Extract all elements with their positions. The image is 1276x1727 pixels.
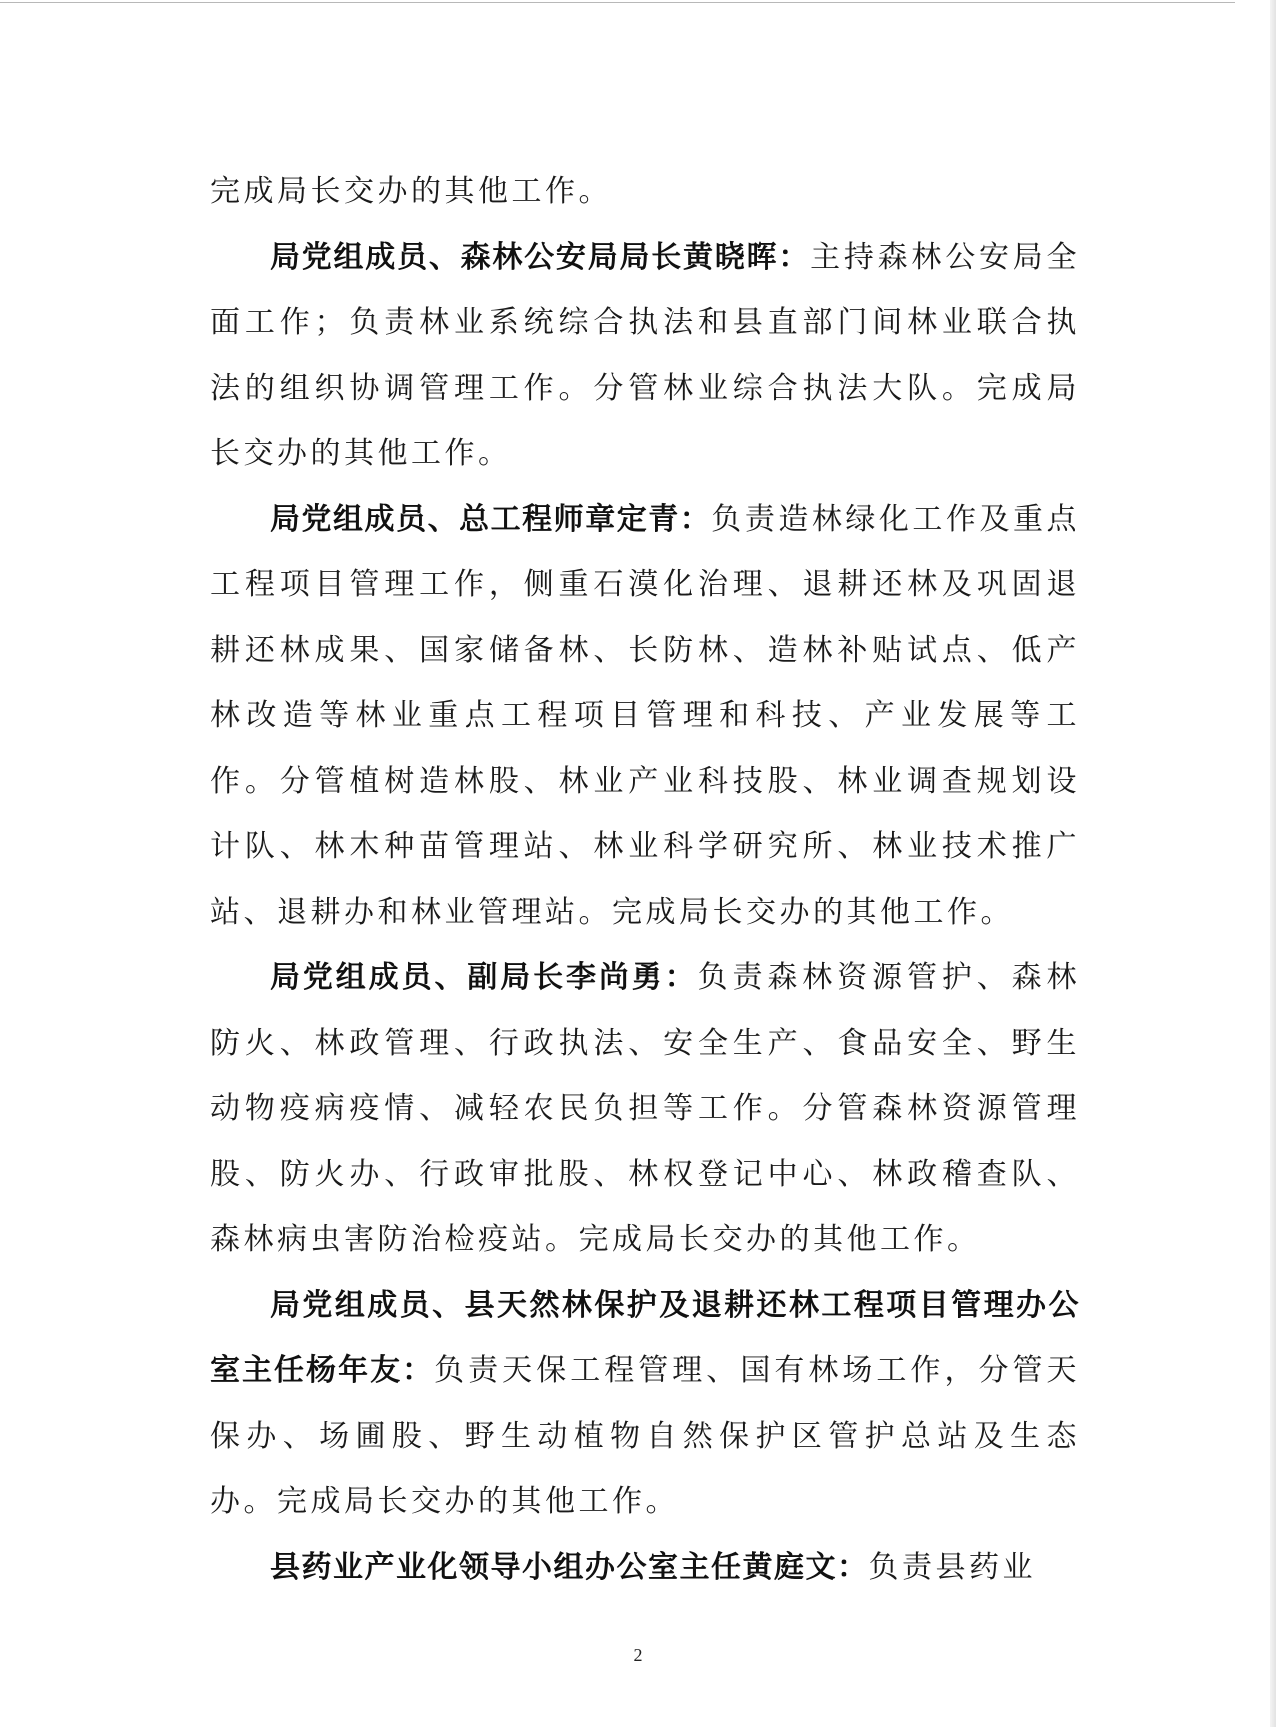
top-edge-rule [0,2,1235,3]
paragraph-body: 完成局长交办的其他工作。 [210,174,612,209]
paragraph-li-shangyong [210,945,1080,1273]
paragraph-yang-nianyou [210,1273,1080,1535]
paragraph-zhang-dingqing [210,487,1080,946]
paragraph-lead: 局党组成员、总工程师章定青： [270,501,712,537]
scan-right-edge [1270,0,1276,1727]
paragraph-huang-tingwen [210,1535,1080,1601]
paragraph-huang-xiaohui [210,225,1080,487]
paragraph-lead: 县药业产业化领导小组办公室主任黄庭文： [270,1549,869,1585]
document-body [210,159,1080,1600]
paragraph-lead: 局党组成员、副局长李尚勇： [270,960,698,995]
paragraph-continuation [210,159,1080,225]
paragraph-body: 负责造林绿化工作及重点工程项目管理工作，侧重石漠化治理、退耕还林及巩固退耕还林成果、国家储备林、长防林、造林补贴试点、低产林改造等林业重点工程项目管理和科技、产业发展等工作。分管植树造林股、林业产业科技股、林业调查规划设计队、林木种苗管理站、林业科学研究所、林业技术推广站、退耕办和林业管理站。完成局长交办的其他工作。 [210,501,1081,930]
page-number: 2 [633,1645,643,1665]
paragraph-lead: 局党组成员、县天然林保护及退耕还林工程项目管理办公室主任杨年友： [210,1287,1080,1388]
paragraph-lead: 局党组成员、森林公安局局长黄晓晖： [270,239,811,275]
paragraph-body: 负责森林资源管护、森林防火、林政管理、行政执法、安全生产、食品安全、野生动物疫病疫情、减轻农民负担等工作。分管森林资源管理股、防火办、行政审批股、林权登记中心、林政稽查队、森林病虫害防治检疫站。完成局长交办的其他工作。 [210,960,1081,1257]
paragraph-body: 负责县药业 [868,1549,1036,1585]
paragraph-body: 负责天保工程管理、国有林场工作，分管天保办、场圃股、野生动植物自然保护区管护总站及生态办。完成局长交办的其他工作。 [210,1353,1081,1519]
paragraph-body: 主持森林公安局全面工作；负责林业系统综合执法和县直部门间林业联合执法的组织协调管理工作。分管林业综合执法大队。完成局长交办的其他工作。 [210,239,1081,471]
